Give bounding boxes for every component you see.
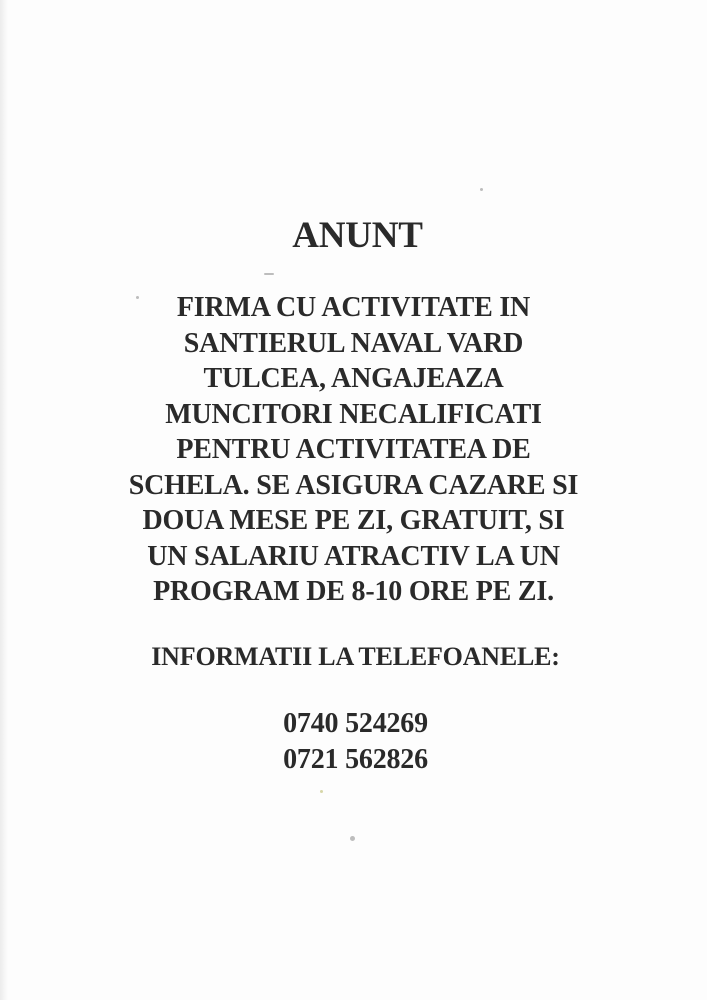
notice-body <box>0 290 707 610</box>
contact-info-label: INFORMATII LA TELEFOANELE: <box>151 642 560 671</box>
scan-speck <box>350 836 355 841</box>
phone-number: 0740 524269 <box>283 708 428 739</box>
scan-speck <box>320 790 323 793</box>
body-line: UN SALARIU ATRACTIV LA UN <box>147 540 560 572</box>
body-line: TULCEA, ANGAJEAZA <box>203 363 504 394</box>
scan-speck <box>136 296 139 299</box>
body-line: SANTIERUL NAVAL VARD <box>183 327 524 359</box>
phone-list <box>2 706 707 777</box>
notice-title: ANUNT <box>292 215 423 256</box>
body-line: MUNCITORI NECALIFICATI <box>165 398 542 430</box>
body-line: PROGRAM DE 8-10 ORE PE ZI. <box>153 576 554 607</box>
scan-speck <box>264 273 274 275</box>
scan-speck <box>480 188 483 191</box>
body-line: FIRMA CU ACTIVITATE IN <box>176 292 531 323</box>
body-line: DOUA MESE PE ZI, GRATUIT, SI <box>142 505 565 536</box>
body-line: PENTRU ACTIVITATEA DE <box>176 434 531 465</box>
body-line: SCHELA. SE ASIGURA CAZARE SI <box>128 469 579 501</box>
phone-number: 0721 562826 <box>283 743 428 775</box>
